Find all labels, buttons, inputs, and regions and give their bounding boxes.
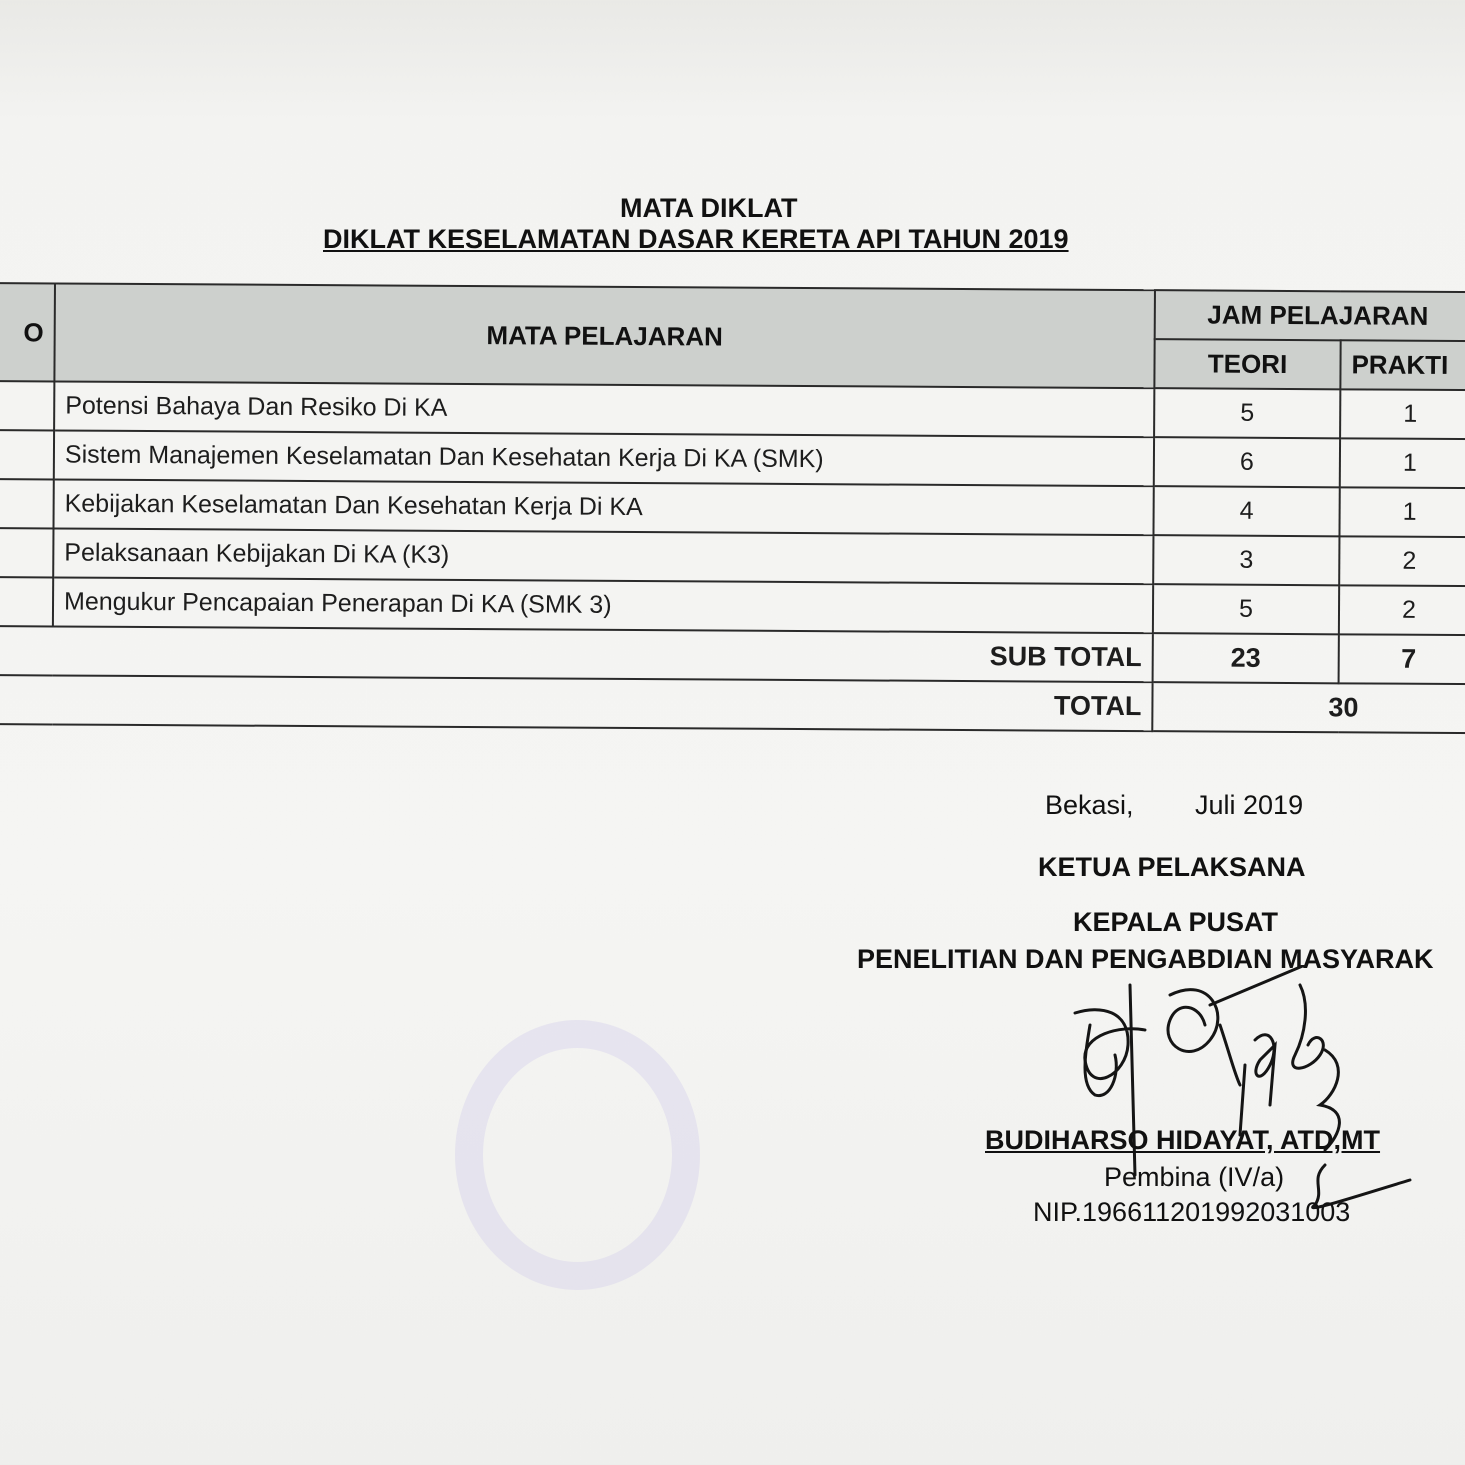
- table-row: [0, 479, 1465, 537]
- signature-stroke: [1255, 1035, 1275, 1105]
- row-subject: Potensi Bahaya Dan Resiko Di KA: [54, 381, 1154, 437]
- header-hours-group: JAM PELAJARAN: [1155, 290, 1465, 341]
- table-row: [0, 528, 1465, 586]
- row-no-cell: [0, 430, 54, 479]
- header-practice: PRAKTI: [1340, 340, 1465, 390]
- subtotal-theory: 23: [1153, 633, 1339, 683]
- row-practice: 1: [1339, 487, 1465, 537]
- sign-place: Bekasi,: [1045, 790, 1134, 820]
- signature-stroke: [1168, 990, 1218, 1052]
- document-subtitle: DIKLAT KESELAMATAN DASAR KERETA API TAHUN 2019: [323, 224, 1069, 254]
- row-theory: 3: [1153, 535, 1339, 585]
- document-title: MATA DIKLAT: [620, 193, 798, 223]
- subtotal-row: [0, 626, 1465, 684]
- row-theory: 5: [1153, 584, 1339, 634]
- subtotal-practice: 7: [1339, 634, 1465, 684]
- row-subject: Pelaksanaan Kebijakan Di KA (K3): [53, 528, 1153, 584]
- row-theory: 4: [1153, 486, 1339, 536]
- subjects-table-wrapper: [0, 282, 1465, 734]
- signature-stroke: [1220, 1025, 1240, 1085]
- table-row: [0, 577, 1465, 635]
- signature-stroke: [1293, 985, 1324, 1068]
- table-row: [0, 381, 1465, 439]
- row-theory: 6: [1154, 437, 1340, 487]
- sign-date: Juli 2019: [1195, 790, 1304, 820]
- sign-role-1: KETUA PELAKSANA: [1038, 852, 1306, 882]
- total-row: [0, 675, 1465, 733]
- subtotal-label: SUB TOTAL: [0, 626, 1153, 682]
- row-no-cell: [0, 479, 54, 528]
- total-label: TOTAL: [0, 675, 1153, 731]
- row-practice: 2: [1339, 536, 1465, 586]
- sign-role-2: KEPALA PUSAT: [1073, 907, 1279, 937]
- sign-role-3: PENELITIAN DAN PENGABDIAN MASYARAK: [857, 944, 1434, 974]
- row-no-cell: [0, 577, 53, 626]
- row-no-cell: [0, 528, 53, 577]
- row-no-cell: [0, 381, 54, 430]
- total-value: 30: [1152, 682, 1465, 733]
- header-subject: MATA PELAJARAN: [54, 283, 1155, 388]
- stamp-seal: [455, 1020, 700, 1290]
- row-subject: Kebijakan Keselamatan Dan Kesehatan Kerja Di KA: [53, 479, 1153, 535]
- row-practice: 1: [1340, 438, 1465, 488]
- row-practice: 2: [1339, 585, 1465, 635]
- header-theory: TEORI: [1154, 339, 1340, 389]
- row-practice: 1: [1340, 389, 1465, 439]
- subjects-table: [0, 282, 1465, 734]
- table-row: [0, 430, 1465, 488]
- header-no: O: [0, 283, 55, 381]
- sign-name: BUDIHARSO HIDAYAT, ATD,MT: [985, 1125, 1381, 1155]
- row-subject: Sistem Manajemen Keselamatan Dan Kesehatan Kerja Di KA (SMK): [54, 430, 1154, 486]
- row-theory: 5: [1154, 388, 1340, 438]
- sign-rank: Pembina (IV/a): [1104, 1162, 1285, 1192]
- row-subject: Mengukur Pencapaian Penerapan Di KA (SMK 3): [53, 577, 1153, 633]
- signature-stroke: [1210, 965, 1305, 1005]
- sign-nip: NIP.196611201992031003: [1033, 1197, 1351, 1227]
